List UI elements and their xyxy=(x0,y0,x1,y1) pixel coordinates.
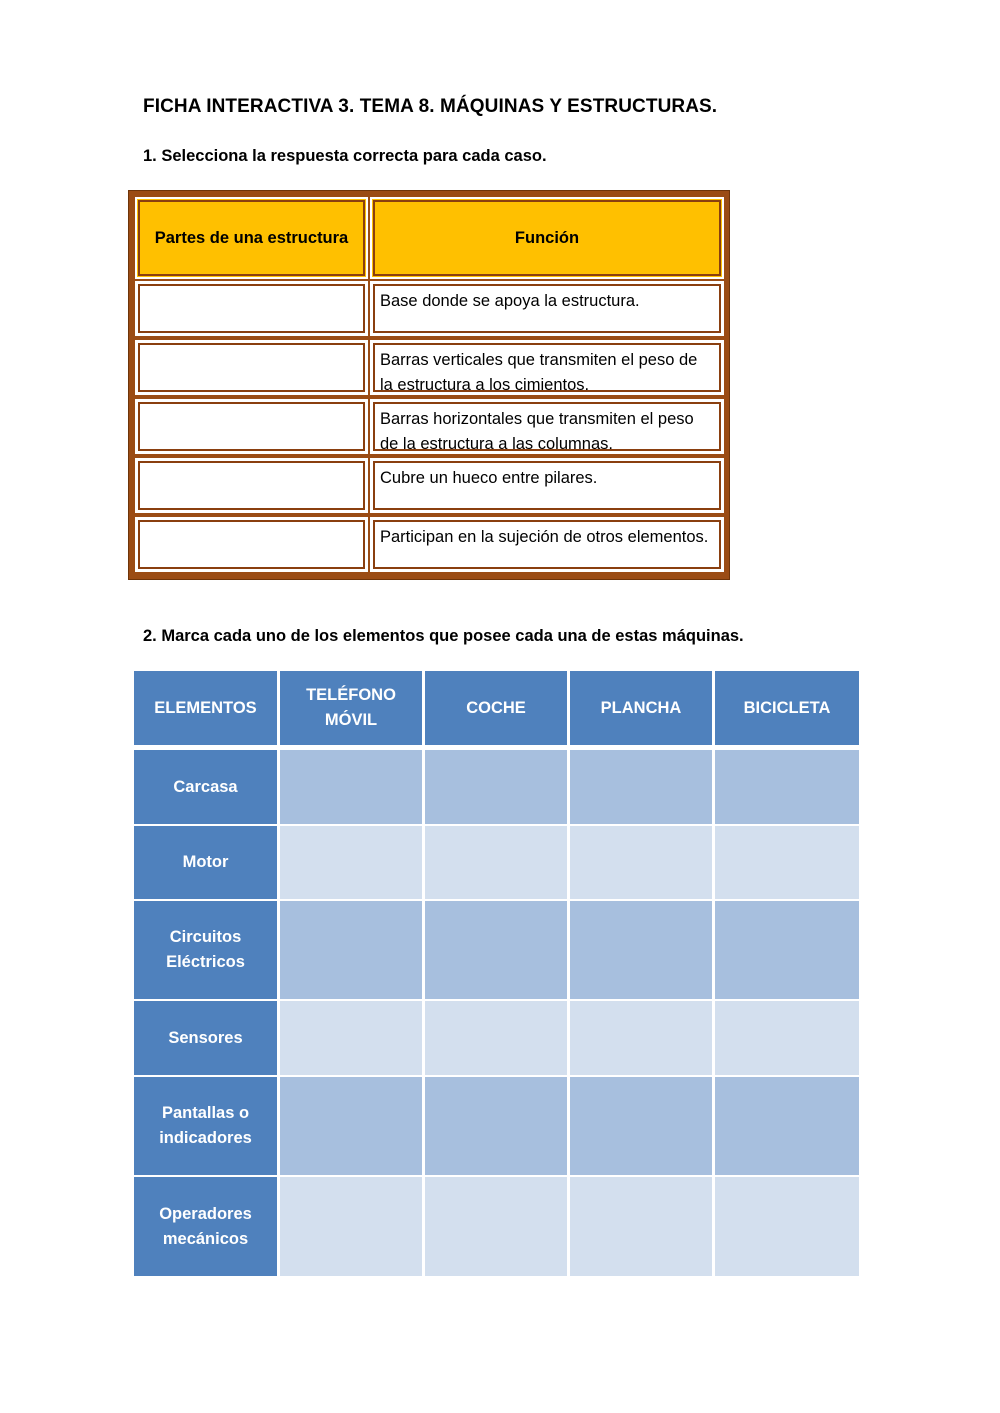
check-cell[interactable] xyxy=(280,1077,422,1175)
question-1-prompt: 1. Selecciona la respuesta correcta para cada caso. xyxy=(143,147,547,165)
check-cell[interactable] xyxy=(425,1177,567,1276)
check-cell[interactable] xyxy=(715,750,859,824)
row-label-pantallas-o-indicadores: Pantallas o indicadores xyxy=(134,1077,277,1175)
check-cell[interactable] xyxy=(425,1001,567,1075)
answer-dropdown-4[interactable] xyxy=(135,458,368,513)
check-cell[interactable] xyxy=(715,1177,859,1276)
check-cell[interactable] xyxy=(425,826,567,899)
header-telefono-movil: TELÉFONO MÓVIL xyxy=(280,671,422,745)
header-parts: Partes de una estructura xyxy=(135,197,368,279)
function-text-3: Barras horizontales que transmiten el peso de la estructura a las columnas. xyxy=(370,399,724,454)
header-function: Función xyxy=(370,197,724,279)
header-coche: COCHE xyxy=(425,671,567,745)
row-label-carcasa: Carcasa xyxy=(134,750,277,824)
answer-dropdown-1[interactable] xyxy=(135,281,368,336)
check-cell[interactable] xyxy=(570,750,712,824)
check-cell[interactable] xyxy=(425,901,567,999)
check-cell[interactable] xyxy=(425,750,567,824)
header-plancha: PLANCHA xyxy=(570,671,712,745)
check-cell[interactable] xyxy=(715,1077,859,1175)
check-cell[interactable] xyxy=(280,750,422,824)
check-cell[interactable] xyxy=(280,1001,422,1075)
check-cell[interactable] xyxy=(715,826,859,899)
answer-dropdown-3[interactable] xyxy=(135,399,368,454)
check-cell[interactable] xyxy=(570,1077,712,1175)
check-cell[interactable] xyxy=(280,901,422,999)
check-cell[interactable] xyxy=(715,1001,859,1075)
check-cell[interactable] xyxy=(280,1177,422,1276)
answer-dropdown-5[interactable] xyxy=(135,517,368,572)
check-cell[interactable] xyxy=(570,901,712,999)
question-2-prompt: 2. Marca cada uno de los elementos que posee cada una de estas máquinas. xyxy=(143,627,744,645)
check-cell[interactable] xyxy=(570,1001,712,1075)
page-title: FICHA INTERACTIVA 3. TEMA 8. MÁQUINAS Y ESTRUCTURAS. xyxy=(143,96,718,117)
check-cell[interactable] xyxy=(570,826,712,899)
machine-elements-table xyxy=(134,671,859,1276)
function-text-5: Participan en la sujeción de otros elementos. xyxy=(370,517,724,572)
function-text-4: Cubre un hueco entre pilares. xyxy=(370,458,724,513)
function-text-1: Base donde se apoya la estructura. xyxy=(370,281,724,336)
row-label-operadores-mecanicos: Operadores mecánicos xyxy=(134,1177,277,1276)
row-label-motor: Motor xyxy=(134,826,277,899)
structure-parts-table xyxy=(128,190,730,580)
answer-dropdown-2[interactable] xyxy=(135,340,368,395)
check-cell[interactable] xyxy=(715,901,859,999)
check-cell[interactable] xyxy=(425,1077,567,1175)
function-text-2: Barras verticales que transmiten el peso de la estructura a los cimientos. xyxy=(370,340,724,395)
check-cell[interactable] xyxy=(280,826,422,899)
header-elementos: ELEMENTOS xyxy=(134,671,277,745)
header-bicicleta: BICICLETA xyxy=(715,671,859,745)
row-label-circuitos-electricos: Circuitos Eléctricos xyxy=(134,901,277,999)
check-cell[interactable] xyxy=(570,1177,712,1276)
row-label-sensores: Sensores xyxy=(134,1001,277,1075)
